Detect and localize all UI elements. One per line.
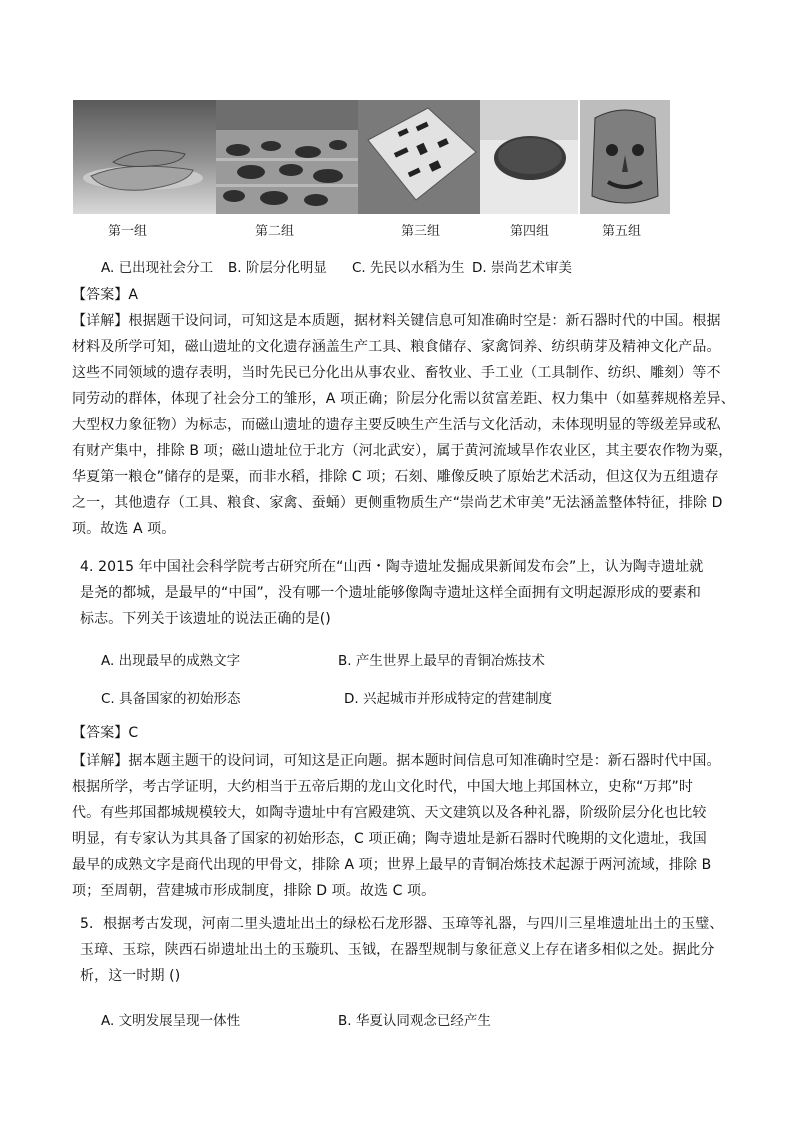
q5-stem-line: 析，这一时期 () xyxy=(80,968,181,984)
q5-stem-line: 5．根据考古发现，河南二里头遗址出土的绿松石龙形器、玉璋等礼器，与四川三星堆遗址出土的玉璧、 xyxy=(80,916,724,932)
q4-stem-line: 4. 2015 年中国社会科学院考古研究所在“山西・陶寺遗址发掘成果新闻发布会”上，认为陶寺遗址就 xyxy=(80,559,704,575)
q3-explanation-line: 同劳动的群体，体现了社会分工的雏形，A 项正确；阶层分化需以贫富差距、权力集中（如墓葬规格差异、 xyxy=(72,391,735,407)
q4-explanation-line: 最早的成熟文字是商代出现的甲骨文，排除 A 项；世界上最早的青铜冶炼技术起源于两河流域，排除 B xyxy=(72,857,712,873)
q3-explanation-line: 华夏第一粮仓”储存的是粟，而非水稻，排除 C 项；石刻、雕像反映了原始艺术活动，但这仅为五组遗存 xyxy=(72,469,719,485)
photo-excavation-pits xyxy=(216,100,358,214)
q4-option-b: B. 产生世界上最早的青铜冶炼技术 xyxy=(338,653,545,669)
q4-explanation-line: 明显，有专家认为其具备了国家的初始形态，C 项正确；陶寺遗址是新石器时代晚期的文化遗址，我国 xyxy=(72,831,707,847)
q3-option-c: C. 先民以水稻为生 xyxy=(352,260,465,276)
q3-explanation-line: 材料及所学可知，磁山遗址的文化遗存涵盖生产工具、粮食储存、家禽饲养、纺织萌芽及精神文化产品。 xyxy=(72,339,721,355)
photo-carved-face xyxy=(580,100,670,214)
q4-explanation-line: 【详解】据本题主题干的设问词，可知这是正向题。据本题时间信息可知准确时空是：新石器时代中国。 xyxy=(72,753,721,769)
caption-group-4: 第四组 xyxy=(510,223,550,238)
q3-option-a: A. 已出现社会分工 xyxy=(101,260,214,276)
caption-group-2: 第二组 xyxy=(255,223,295,238)
q5-option-a: A. 文明发展呈现一体性 xyxy=(101,1013,241,1029)
q4-explanation-line: 根据所学，考古学证明，大约相当于五帝后期的龙山文化时代，中国大地上邦国林立，史称“万邦”时 xyxy=(72,779,694,795)
q4-option-c: C. 具备国家的初始形态 xyxy=(101,691,241,707)
q4-stem-line: 是尧的都城，是最早的“中国”，没有哪一个遗址能够像陶寺遗址这样全面拥有文明起源形成的要素和 xyxy=(80,585,702,601)
caption-group-1: 第一组 xyxy=(108,223,148,238)
q4-stem-line: 标志。下列关于该遗址的说法正确的是() xyxy=(80,611,331,627)
photo-stone-tool xyxy=(73,100,216,214)
q4-option-a: A. 出现最早的成熟文字 xyxy=(101,653,241,669)
q3-explanation-line: 项。故选 A 项。 xyxy=(72,521,176,537)
photo-round-disc xyxy=(480,100,578,214)
q3-explanation-line: 有财产集中，排除 B 项；磁山遗址位于北方（河北武安），属于黄河流域旱作农业区，其主要农作物为粟， xyxy=(72,443,733,459)
q4-option-d: D. 兴起城市并形成特定的营建制度 xyxy=(344,691,552,707)
caption-group-3: 第三组 xyxy=(401,223,441,238)
q3-explanation-line: 【详解】根据题干设问词，可知这是本质题，据材料关键信息可知准确时空是：新石器时代的中国。根据 xyxy=(72,313,721,329)
q3-explanation-line: 这些不同领域的遗存表明，当时先民已分化出从事农业、畜牧业、手工业（工具制作、纺织、雕刻）等不 xyxy=(72,365,721,381)
photo-inscribed-clay xyxy=(358,100,480,214)
q4-explanation-line: 代。有些邦国都城规模较大，如陶寺遗址中有宫殿建筑、天文建筑以及各种礼器，阶级阶层分化也比较 xyxy=(72,805,707,821)
q3-answer: 【答案】A xyxy=(72,287,139,303)
q5-stem-line: 玉璋、玉琮，陕西石峁遗址出土的玉璇玑、玉钺，在器型规制与象征意义上存在诸多相似之处。据此分 xyxy=(80,942,715,958)
q3-option-b: B. 阶层分化明显 xyxy=(228,260,327,276)
q4-answer: 【答案】C xyxy=(72,725,139,741)
q3-explanation-line: 之一，其他遗存（工具、粮食、家禽、蚕蛹）更侧重物质生产“崇尚艺术审美”无法涵盖整体特征，排除 D xyxy=(72,495,723,511)
q4-explanation-line: 项；至周朝，营建城市形成制度，排除 D 项。故选 C 项。 xyxy=(72,883,436,899)
q3-explanation-line: 大型权力象征物）为标志，而磁山遗址的遗存主要反映生产生活与文化活动，未体现明显的等级差异或私 xyxy=(72,417,721,433)
caption-group-5: 第五组 xyxy=(602,223,642,238)
q3-option-d: D. 崇尚艺术审美 xyxy=(472,260,572,276)
q5-option-b: B. 华夏认同观念已经产生 xyxy=(338,1013,491,1029)
